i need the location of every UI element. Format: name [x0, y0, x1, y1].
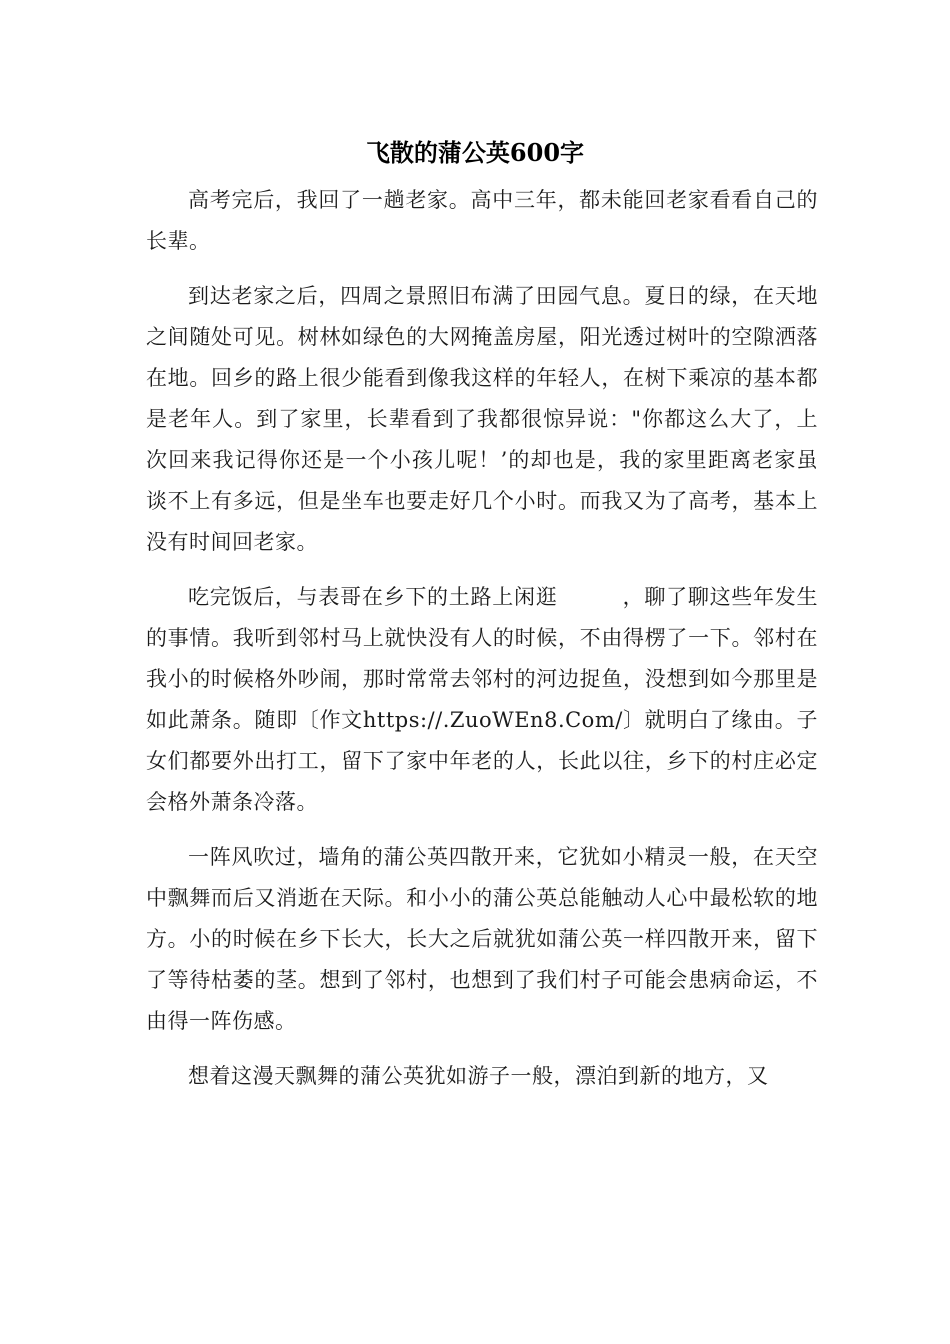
document-title: 飞散的蒲公英600字	[365, 138, 585, 167]
paragraph-1: 高考完后，我回了一趟老家。高中三年，都未能回老家看看自己的长辈。	[146, 188, 818, 253]
paragraph-3: 吃完饭后，与表哥在乡下的土路上闲逛 ，聊了聊这些年发生的事情。我听到邻村马上就快没有人的时候，不由得楞了一下。邻村在我小的时候格外吵闹，那时常常去邻村的河边捉鱼，没想到如今那里是如此萧条。随即〔作文https://.ZuoWEn8.Com/〕就明白了缘由。子女们都要外出打工，留下了家中年老的人，长此以往，乡下的村庄必定会格外萧条冷落。	[146, 585, 818, 814]
document-body	[146, 180, 818, 1111]
paragraph-5: 想着这漫天飘舞的蒲公英犹如游子一般，漂泊到新的地方，又	[188, 1064, 769, 1088]
paragraph-4: 一阵风吹过，墙角的蒲公英四散开来，它犹如小精灵一般，在天空中飘舞而后又消逝在天际。和小小的蒲公英总能触动人心中最松软的地方。小的时候在乡下长大，长大之后就犹如蒲公英一样四散开来，留下了等待枯萎的茎。想到了邻村，也想到了我们村子可能会患病命运，不由得一阵伤感。	[146, 845, 818, 1033]
paragraph-2: 到达老家之后，四周之景照旧布满了田园气息。夏日的绿，在天地之间随处可见。树林如绿色的大网掩盖房屋，阳光透过树叶的空隙洒落在地。回乡的路上很少能看到像我这样的年轻人，在树下乘凉的基本都是老年人。到了家里，长辈看到了我都很惊异说："你都这么大了，上次回来我记得你还是一个小孩儿呢！’的却也是，我的家里距离老家虽谈不上有多远，但是坐车也要走好几个小时。而我又为了高考，基本上没有时间回老家。	[146, 284, 818, 554]
